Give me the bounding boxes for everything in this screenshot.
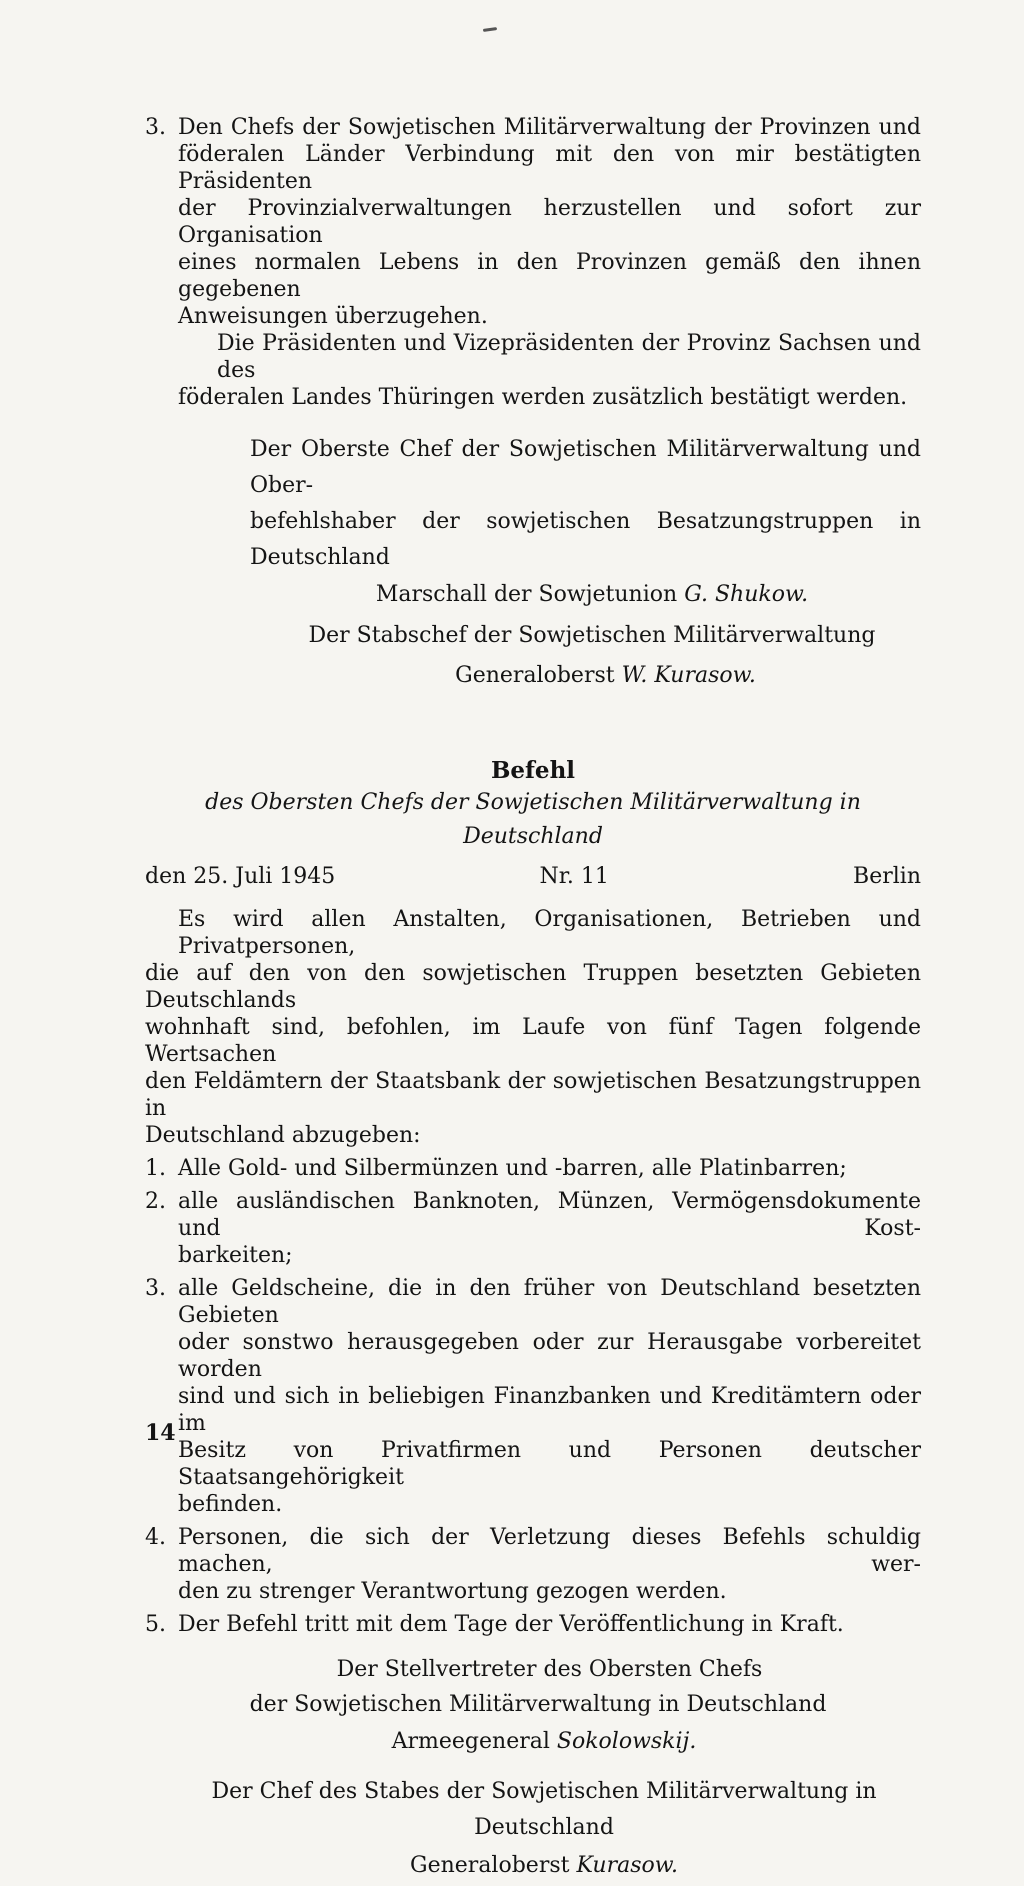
order2-sig2-name: Kurasow. [576, 1853, 678, 1878]
order1-note [145, 330, 921, 384]
order2-item-line: alle Geldscheine, die in den früher von Deutschland besetzten Gebieten [178, 1276, 921, 1328]
order1-signature-1 [145, 432, 921, 576]
order2-item-line: oder sonstwo herausgegeben oder zur Herausgabe vorbereitet worden [178, 1330, 921, 1382]
order2-item-1 [145, 1155, 921, 1182]
order2-sig1-title-1: Der Stellvertreter des Obersten Chefs [336, 1657, 763, 1682]
order2-title: Befehl [490, 757, 576, 784]
order2-item-number: 3. [145, 1276, 166, 1301]
order2-item-line: Besitz von Privatfirmen und Personen deutscher Staatsangehörigkeit [178, 1438, 921, 1490]
order1-item-3-line: Den Chefs der Sowjetischen Militärverwaltung der Provinzen und [178, 115, 921, 140]
order2-item-line: Personen, die sich der Verletzung dieses Befehls schuldig machen, wer- [178, 1525, 921, 1577]
order2-number: Nr. 11 [539, 864, 609, 889]
order2-item-2 [145, 1188, 921, 1269]
order2-dateline [145, 854, 921, 900]
order2-date: den 25. Juli 1945 [145, 864, 336, 889]
order2-item-line: alle ausländischen Banknoten, Münzen, Vermögensdokumente und Kost- [178, 1189, 921, 1241]
order2-sig1-rank: Armeegeneral [391, 1729, 550, 1754]
order1-note-cont [145, 384, 921, 411]
order2-item-line: den zu strenger Verantwortung gezogen werden. [178, 1579, 727, 1604]
order1-sig1-name: G. Shukow. [684, 582, 809, 607]
document-page [145, 114, 921, 1886]
order2-item-3 [145, 1275, 921, 1518]
order2-intro-line: die auf den von den sowjetischen Truppen besetzten Gebieten Deutschlands [145, 961, 921, 1013]
order1-sig1-rank: Marschall der Sowjetunion [375, 582, 678, 607]
order2-sig1-title-2: der Sowjetischen Militärverwaltung in Deutschland [249, 1692, 827, 1717]
order2-sig2-signer [145, 1846, 921, 1886]
order2-item-line: barkeiten; [178, 1243, 293, 1268]
order2-intro-line: Es wird allen Anstalten, Organisationen, Betrieben und Privatpersonen, [178, 907, 921, 959]
order1-sig1-signer [145, 576, 921, 614]
order2-item-number: 4. [145, 1525, 166, 1550]
page-number: 14 [145, 1420, 176, 1446]
order1-item-3-line: eines normalen Lebens in den Provinzen gemäß den ihnen gegebenen [178, 250, 921, 302]
order2-item-number: 5. [145, 1612, 166, 1637]
order1-item-3-line: der Provinzialverwaltungen herzustellen und sofort zur Organisation [178, 196, 921, 248]
order2-item-number: 1. [145, 1156, 166, 1181]
order2-item-line: befinden. [178, 1492, 283, 1517]
order2-sig2-rank: Generaloberst [410, 1853, 570, 1878]
order2-intro-line: Deutschland abzugeben: [145, 1123, 421, 1148]
order1-sig2-rank: Generaloberst [455, 663, 615, 688]
order2-item-5 [145, 1611, 921, 1638]
order2-place: Berlin [853, 864, 921, 889]
order2-item-line: sind und sich in beliebigen Finanzbanken und Kreditämtern oder im [178, 1384, 921, 1436]
order2-sig1-signer [145, 1722, 921, 1762]
scan-mark [483, 27, 497, 32]
order1-item-3-line: Anweisungen überzugehen. [178, 304, 488, 329]
order1-item-3-number: 3. [145, 115, 166, 140]
order2-intro [145, 906, 921, 1149]
order1-note-line: Die Präsidenten und Vizepräsidenten der Provinz Sachsen und des [217, 331, 921, 383]
order1-sig2-name: W. Kurasow. [621, 663, 756, 688]
order2-sig2-title: Der Chef des Stabes der Sowjetischen Militärverwaltung in Deutschland [211, 1779, 877, 1840]
order2-item-line: Alle Gold- und Silbermünzen und -barren, alle Platinbarren; [178, 1156, 847, 1181]
order2-sig1-name: Sokolowskij. [556, 1729, 697, 1754]
order1-item-3-line: föderalen Länder Verbindung mit den von mir bestätigten Präsidenten [178, 142, 921, 194]
order2-intro-line: wohnhaft sind, befohlen, im Laufe von fünf Tagen folgende Wertsachen [145, 1015, 921, 1067]
order1-sig2-signer [145, 658, 921, 694]
order2-subtitle: des Obersten Chefs der Sowjetischen Militärverwaltung in Deutschland [205, 790, 861, 849]
order2-item-number: 2. [145, 1189, 166, 1214]
order2-intro-line: den Feldämtern der Staatsbank der sowjetischen Besatzungstruppen in [145, 1069, 921, 1121]
order1-note-line: föderalen Landes Thüringen werden zusätzlich bestätigt werden. [178, 385, 908, 410]
order2-item-4 [145, 1524, 921, 1605]
order2-item-line: Der Befehl tritt mit dem Tage der Veröffentlichung in Kraft. [178, 1612, 844, 1637]
order1-item-3 [145, 114, 921, 330]
order1-sig1-line: Der Oberste Chef der Sowjetischen Militärverwaltung und Ober- [250, 437, 921, 498]
order1-sig1-line: befehlshaber der sowjetischen Besatzungstruppen in Deutschland [250, 509, 921, 570]
order1-sig2-title: Der Stabschef der Sowjetischen Militärverwaltung [308, 623, 876, 648]
